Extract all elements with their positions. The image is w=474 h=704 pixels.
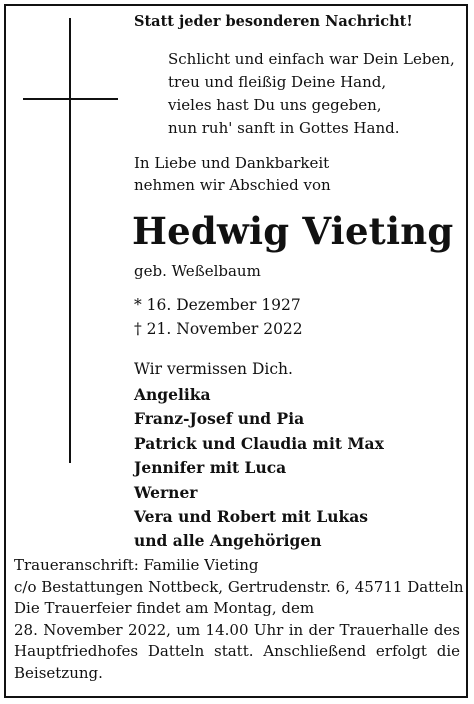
mourner-name: Werner [134,482,198,502]
intro-line: In Liebe und Dankbarkeit [134,154,330,172]
headline: Statt jeder besonderen Nachricht! [134,13,413,30]
funeral-info [14,555,464,684]
poem-line: treu und fleißig Deine Hand, [168,73,387,91]
mourner-name: Vera und Robert mit Lukas [134,507,369,527]
mourners-intro: Wir vermissen Dich. [134,360,293,378]
poem-line: vieles hast Du uns gegeben, [168,96,382,114]
poem-line: nun ruh' sanft in Gottes Hand. [168,119,400,137]
mourner-name: Jennifer mit Luca [134,458,287,478]
mourner-name: und alle Angehörigen [134,531,322,551]
cross-icon-vertical-bar [69,18,71,463]
mourner-name: Franz-Josef und Pia [134,409,305,429]
ceremony-text-line: 28. November 2022, um 14.00 Uhr in der Trauerhalle des [14,620,460,639]
mourner-name: Angelika [134,385,211,404]
life-dates [134,293,303,341]
funeral-home-address: c/o Bestattungen Nottbeck, Gertrudenstr. 6, 45711 Datteln [14,577,464,596]
poem [168,48,455,140]
mourners-list [134,383,384,554]
deceased-name: Hedwig Vieting [132,209,454,253]
cross-icon-horizontal-bar [23,98,118,100]
ceremony-text-line: Beisetzung. [14,663,103,682]
intro-text [134,152,331,196]
ceremony-text-line: Hauptfriedhofes Datteln statt. Anschließend erfolgt die [14,642,460,660]
ceremony-text-line: Die Trauerfeier findet am Montag, dem [14,599,315,617]
intro-line: nehmen wir Abschied von [134,176,331,194]
mourning-address: Traueranschrift: Familie Vieting [14,556,259,574]
death-date: † 21. November 2022 [134,320,303,338]
mourner-name: Patrick und Claudia mit Max [134,433,384,453]
birth-date: * 16. Dezember 1927 [134,296,301,314]
birth-name: geb. Weßelbaum [134,262,261,280]
poem-line: Schlicht und einfach war Dein Leben, [168,50,455,68]
